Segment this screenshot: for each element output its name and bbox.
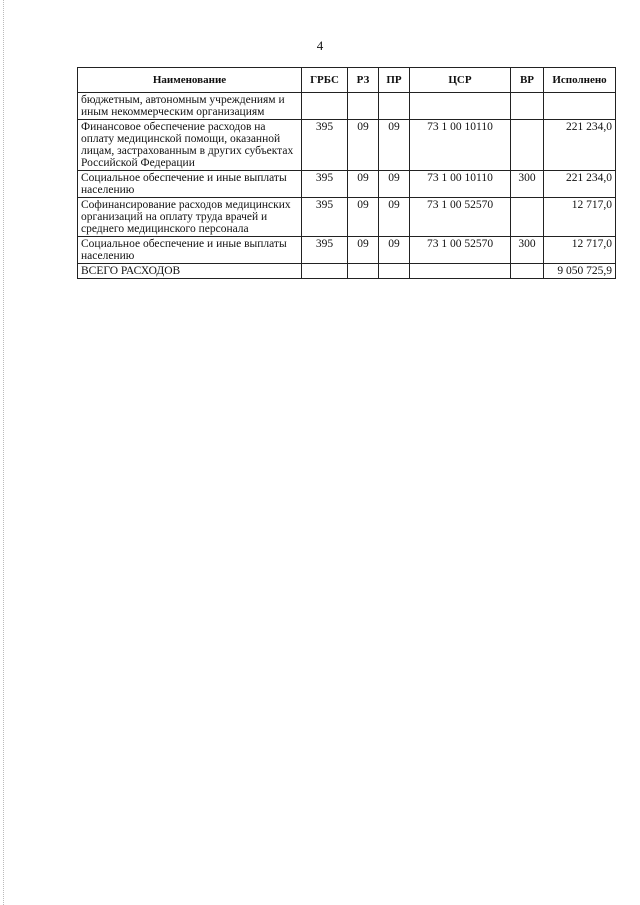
- cell-total-executed: 9 050 725,9: [544, 264, 616, 279]
- cell-executed: [544, 93, 616, 120]
- header-rz: РЗ: [348, 68, 379, 93]
- header-name: Наименование: [78, 68, 302, 93]
- cell-name: Социальное обеспечение и иные выплаты населению: [78, 171, 302, 198]
- cell-grbs: 395: [302, 198, 348, 237]
- cell-csr: 73 1 00 52570: [410, 237, 511, 264]
- cell-grbs: 395: [302, 237, 348, 264]
- cell-rz: 09: [348, 198, 379, 237]
- cell-name: Софинансирование расходов медицинских организаций на оплату труда врачей и среднего медицинского персонала: [78, 198, 302, 237]
- cell-grbs: 395: [302, 171, 348, 198]
- cell-rz: 09: [348, 120, 379, 171]
- cell-vr: [511, 93, 544, 120]
- cell-grbs: [302, 93, 348, 120]
- cell-rz: [348, 264, 379, 279]
- cell-rz: 09: [348, 237, 379, 264]
- cell-pr: 09: [379, 198, 410, 237]
- cell-executed: 221 234,0: [544, 171, 616, 198]
- table-total-row: [78, 264, 616, 279]
- cell-pr: [379, 93, 410, 120]
- cell-csr: 73 1 00 52570: [410, 198, 511, 237]
- cell-executed: 12 717,0: [544, 237, 616, 264]
- cell-vr: [511, 198, 544, 237]
- cell-pr: [379, 264, 410, 279]
- table-header-row: [78, 68, 616, 93]
- table-row: [78, 93, 616, 120]
- cell-csr: 73 1 00 10110: [410, 171, 511, 198]
- cell-vr: 300: [511, 237, 544, 264]
- header-executed: Исполнено: [544, 68, 616, 93]
- cell-csr: [410, 93, 511, 120]
- cell-grbs: 395: [302, 120, 348, 171]
- cell-pr: 09: [379, 120, 410, 171]
- table-row: [78, 120, 616, 171]
- cell-pr: 09: [379, 237, 410, 264]
- page-number: 4: [316, 38, 324, 53]
- cell-name: Финансовое обеспечение расходов на оплату медицинской помощи, оказанной лицам, застрахованным в других субъектах Российской Федерации: [78, 120, 302, 171]
- cell-vr: [511, 120, 544, 171]
- header-grbs: ГРБС: [302, 68, 348, 93]
- table-row: [78, 171, 616, 198]
- cell-pr: 09: [379, 171, 410, 198]
- header-csr: ЦСР: [410, 68, 511, 93]
- table-row: [78, 198, 616, 237]
- cell-grbs: [302, 264, 348, 279]
- cell-total-label: ВСЕГО РАСХОДОВ: [78, 264, 302, 279]
- cell-vr: [511, 264, 544, 279]
- cell-name: бюджетным, автономным учреждениям и иным некоммерческим организациям: [78, 93, 302, 120]
- page-edge-line: [3, 0, 5, 905]
- table-row: [78, 237, 616, 264]
- cell-executed: 12 717,0: [544, 198, 616, 237]
- cell-executed: 221 234,0: [544, 120, 616, 171]
- cell-vr: 300: [511, 171, 544, 198]
- expenditure-table: [77, 67, 616, 279]
- cell-name: Социальное обеспечение и иные выплаты населению: [78, 237, 302, 264]
- cell-rz: [348, 93, 379, 120]
- cell-csr: [410, 264, 511, 279]
- header-pr: ПР: [379, 68, 410, 93]
- header-vr: ВР: [511, 68, 544, 93]
- cell-csr: 73 1 00 10110: [410, 120, 511, 171]
- cell-rz: 09: [348, 171, 379, 198]
